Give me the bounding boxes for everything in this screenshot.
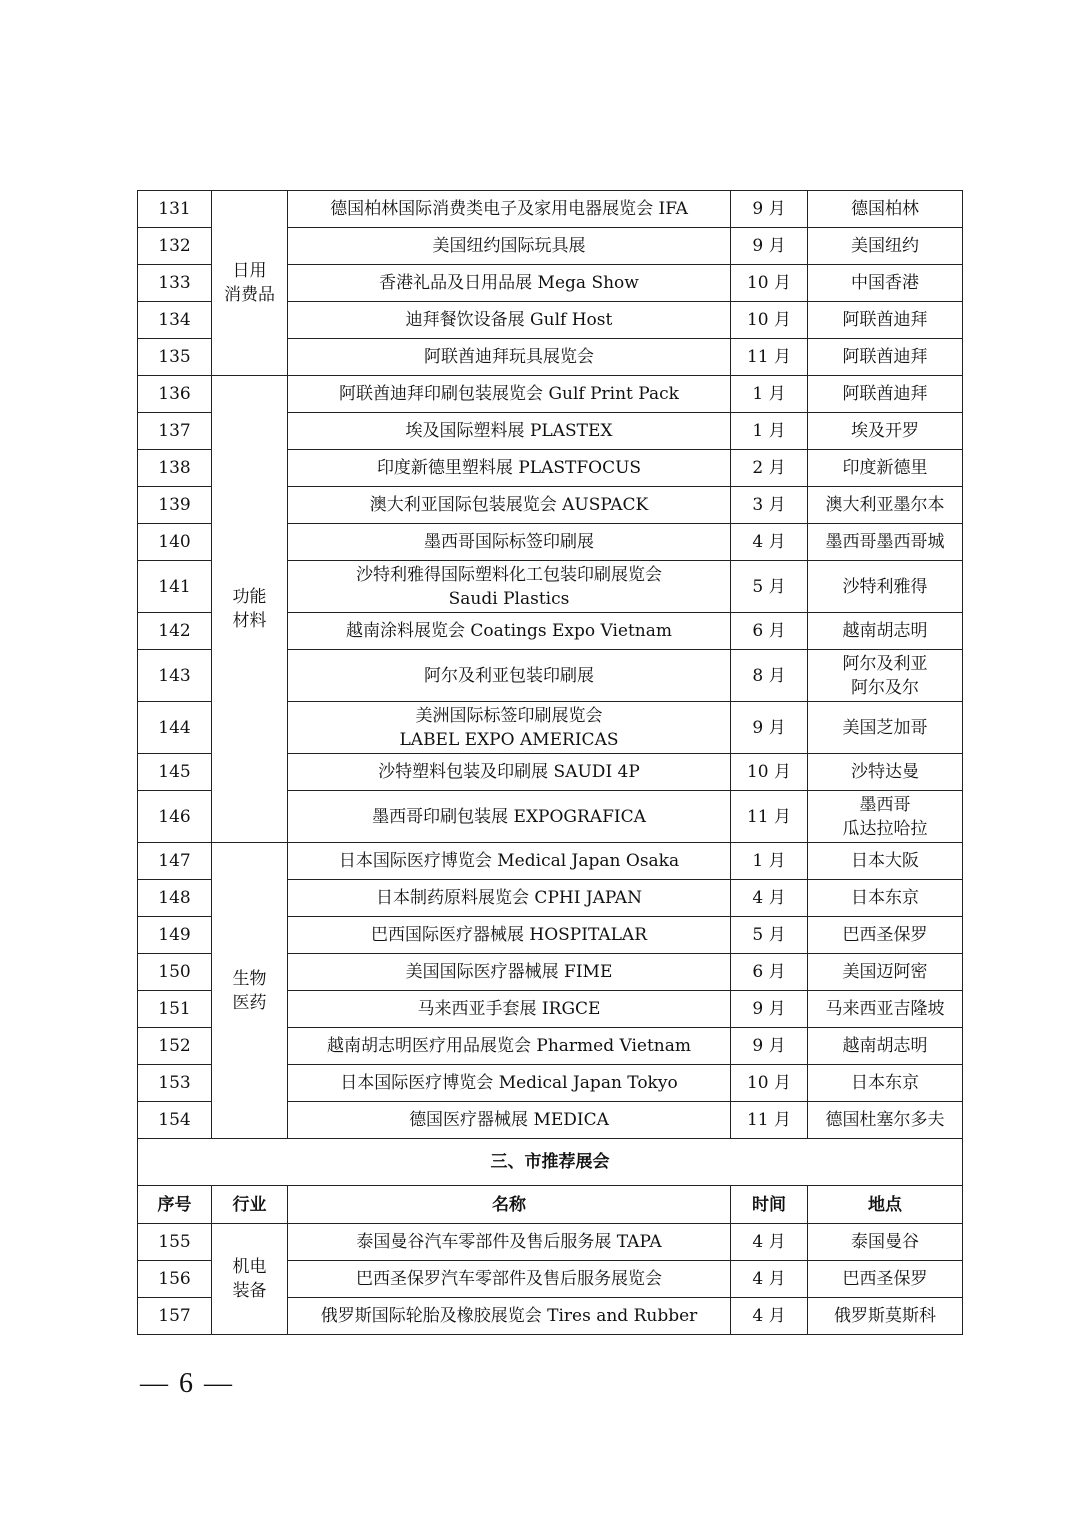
exhibition-time: [731, 228, 808, 265]
cell-line: 4 月: [752, 1232, 786, 1252]
table-header-row: [138, 1186, 963, 1224]
cell-line: 越南涂料展览会 Coatings Expo Vietnam: [345, 621, 673, 641]
cell-line: 澳大利亚墨尔本: [825, 495, 945, 515]
exhibition-time: [731, 880, 808, 917]
cell-line: 医药: [232, 992, 267, 1013]
row-number: 136: [138, 376, 212, 413]
cell-line: 泰国曼谷汽车零部件及售后服务展 TAPA: [356, 1232, 662, 1252]
cell-line: 墨西哥墨西哥城: [825, 532, 945, 552]
row-number: 147: [138, 843, 212, 880]
exhibition-place: [808, 376, 963, 413]
exhibition-time: [731, 487, 808, 524]
cell-line: 9 月: [752, 999, 786, 1019]
exhibition-time: [731, 843, 808, 880]
cell-line: 印度新德里塑料展 PLASTFOCUS: [376, 458, 642, 478]
cell-line: 德国医疗器械展 MEDICA: [409, 1110, 609, 1130]
cell-line: 马来西亚手套展 IRGCE: [417, 999, 601, 1019]
cell-line: 3 月: [752, 495, 786, 515]
cell-line: 俄罗斯国际轮胎及橡胶展览会 Tires and Rubber: [320, 1306, 698, 1326]
exhibition-time: [731, 1065, 808, 1102]
exhibition-name: [288, 754, 731, 791]
exhibition-place: [808, 843, 963, 880]
exhibition-time: [731, 954, 808, 991]
cell-line: 沙特利雅得: [842, 576, 928, 597]
cell-line: 巴西圣保罗: [842, 925, 928, 945]
exhibition-name: [288, 613, 731, 650]
exhibition-table-body-part2: [138, 1224, 963, 1335]
cell-line: 2 月: [752, 458, 786, 478]
exhibition-name: [288, 954, 731, 991]
row-number: 132: [138, 228, 212, 265]
cell-line: 10 月: [746, 762, 792, 782]
table-row: [138, 191, 963, 228]
exhibition-table-body-part1: [138, 191, 963, 1139]
exhibition-time: [731, 265, 808, 302]
exhibition-place: [808, 917, 963, 954]
exhibition-time: [731, 1224, 808, 1261]
cell-line: 阿尔及利亚: [842, 653, 928, 674]
cell-line: 4 月: [752, 1306, 786, 1326]
cell-line: 越南胡志明: [842, 1036, 928, 1056]
exhibition-name: [288, 265, 731, 302]
cell-line: 中国香港: [851, 273, 919, 293]
exhibition-time: [731, 650, 808, 702]
cell-line: 日本大阪: [851, 851, 919, 871]
exhibition-place: [808, 1261, 963, 1298]
cell-line: 日本国际医疗博览会 Medical Japan Tokyo: [340, 1073, 678, 1093]
cell-line: 德国杜塞尔多夫: [825, 1110, 945, 1130]
cell-line: 德国柏林: [851, 199, 919, 219]
cell-line: 巴西圣保罗汽车零部件及售后服务展览会: [356, 1269, 662, 1289]
cell-line: 德国柏林国际消费类电子及家用电器展览会 IFA: [330, 199, 688, 219]
exhibition-name: [288, 917, 731, 954]
cell-line: 美国纽约: [851, 236, 919, 256]
cell-line: 材料: [232, 611, 267, 631]
row-number: 139: [138, 487, 212, 524]
cell-line: 9 月: [752, 717, 786, 738]
exhibition-name: [288, 191, 731, 228]
cell-line: 消费品: [224, 285, 275, 305]
exhibition-name: [288, 991, 731, 1028]
cell-line: 马来西亚吉隆坡: [825, 999, 945, 1019]
exhibition-place: [808, 1065, 963, 1102]
cell-line: 埃及开罗: [851, 421, 919, 441]
exhibition-time: [731, 1261, 808, 1298]
cell-line: 俄罗斯莫斯科: [834, 1306, 936, 1326]
exhibition-name: [288, 1028, 731, 1065]
cell-line: 1 月: [752, 851, 786, 871]
cell-line: 越南胡志明医疗用品展览会 Pharmed Vietnam: [326, 1036, 692, 1056]
exhibition-place: [808, 991, 963, 1028]
cell-line: 越南胡志明: [842, 621, 928, 641]
cell-line: 迪拜餐饮设备展 Gulf Host: [405, 310, 613, 330]
cell-line: 瓜达拉哈拉: [842, 818, 928, 839]
exhibition-place: [808, 702, 963, 754]
row-number: 150: [138, 954, 212, 991]
table-row: [138, 376, 963, 413]
cell-line: 1 月: [752, 421, 786, 441]
row-number: 137: [138, 413, 212, 450]
cell-line: 日本国际医疗博览会 Medical Japan Osaka: [338, 851, 680, 871]
exhibition-place: [808, 1028, 963, 1065]
row-number: 156: [138, 1261, 212, 1298]
cell-line: 4 月: [752, 532, 786, 552]
exhibition-name: [288, 561, 731, 613]
cell-line: 泰国曼谷: [851, 1232, 919, 1252]
exhibition-name: [288, 376, 731, 413]
exhibition-time: [731, 339, 808, 376]
cell-line: 香港礼品及日用品展 Mega Show: [379, 273, 639, 293]
section-title-body: [138, 1139, 963, 1224]
cell-line: 5 月: [752, 925, 786, 945]
cell-line: 6 月: [752, 962, 786, 982]
industry-category: [212, 843, 288, 1139]
row-number: 141: [138, 561, 212, 613]
row-number: 134: [138, 302, 212, 339]
exhibition-place: [808, 487, 963, 524]
cell-line: 巴西国际医疗器械展 HOSPITALAR: [370, 925, 648, 945]
exhibition-time: [731, 991, 808, 1028]
exhibition-time: [731, 791, 808, 843]
exhibition-time: [731, 613, 808, 650]
exhibition-time: [731, 524, 808, 561]
exhibition-place: [808, 650, 963, 702]
exhibition-place: [808, 880, 963, 917]
exhibition-name: [288, 843, 731, 880]
cell-line: 日本制药原料展览会 CPHI JAPAN: [376, 888, 642, 908]
cell-line: 机电: [232, 1257, 267, 1277]
exhibition-time: [731, 561, 808, 613]
row-number: 142: [138, 613, 212, 650]
cell-line: 10 月: [746, 273, 792, 293]
cell-line: 美国国际医疗器械展 FIME: [405, 962, 613, 982]
cell-line: Saudi Plastics: [448, 588, 570, 609]
cell-line: 日用: [232, 261, 267, 281]
row-number: 131: [138, 191, 212, 228]
cell-line: 6 月: [752, 621, 786, 641]
exhibition-name: [288, 228, 731, 265]
exhibition-place: [808, 1298, 963, 1335]
row-number: 133: [138, 265, 212, 302]
row-number: 148: [138, 880, 212, 917]
industry-category: [212, 376, 288, 843]
exhibition-place: [808, 1224, 963, 1261]
exhibition-name: [288, 1298, 731, 1335]
header-no: 序号: [138, 1186, 212, 1224]
exhibition-name: [288, 487, 731, 524]
exhibition-time: [731, 917, 808, 954]
exhibition-name: [288, 880, 731, 917]
exhibition-place: [808, 228, 963, 265]
exhibition-place: [808, 302, 963, 339]
cell-line: 8 月: [752, 665, 786, 686]
cell-line: 墨西哥国际标签印刷展: [424, 532, 594, 552]
exhibition-name: [288, 302, 731, 339]
cell-line: 4 月: [752, 1269, 786, 1289]
exhibition-time: [731, 1102, 808, 1139]
exhibition-place: [808, 791, 963, 843]
header-place: 地点: [808, 1186, 963, 1224]
cell-line: 10 月: [746, 1073, 792, 1093]
section-title: 三、市推荐展会: [138, 1139, 963, 1186]
exhibition-time: [731, 1028, 808, 1065]
cell-line: 美国纽约国际玩具展: [432, 236, 586, 256]
cell-line: 4 月: [752, 888, 786, 908]
cell-line: 印度新德里: [842, 458, 928, 478]
exhibition-place: [808, 191, 963, 228]
cell-line: 9 月: [752, 1036, 786, 1056]
exhibition-place: [808, 265, 963, 302]
cell-line: 11 月: [746, 347, 792, 367]
row-number: 153: [138, 1065, 212, 1102]
industry-category: [212, 191, 288, 376]
exhibition-place: [808, 561, 963, 613]
exhibition-name: [288, 450, 731, 487]
cell-line: 日本东京: [851, 888, 919, 908]
cell-line: 墨西哥印刷包装展 EXPOGRAFICA: [372, 806, 646, 827]
exhibition-name: [288, 702, 731, 754]
row-number: 146: [138, 791, 212, 843]
exhibition-time: [731, 754, 808, 791]
exhibition-time: [731, 702, 808, 754]
cell-line: LABEL EXPO AMERICAS: [399, 729, 619, 750]
exhibition-place: [808, 754, 963, 791]
exhibition-place: [808, 613, 963, 650]
cell-line: 埃及国际塑料展 PLASTEX: [405, 421, 613, 441]
cell-line: 功能: [232, 587, 267, 607]
page-number: — 6 —: [140, 1368, 234, 1399]
cell-line: 美国芝加哥: [842, 717, 928, 738]
row-number: 143: [138, 650, 212, 702]
cell-line: 澳大利亚国际包装展览会 AUSPACK: [369, 495, 649, 515]
exhibition-time: [731, 191, 808, 228]
cell-line: 阿联酋迪拜: [842, 310, 928, 330]
cell-line: 生物: [232, 968, 267, 989]
exhibition-name: [288, 650, 731, 702]
exhibition-name: [288, 524, 731, 561]
industry-category: [212, 1224, 288, 1335]
cell-line: 美国迈阿密: [842, 962, 928, 982]
header-time: 时间: [731, 1186, 808, 1224]
exhibition-place: [808, 450, 963, 487]
cell-line: 11 月: [746, 1110, 792, 1130]
row-number: 151: [138, 991, 212, 1028]
row-number: 138: [138, 450, 212, 487]
cell-line: 阿联酋迪拜: [842, 347, 928, 367]
exhibition-name: [288, 1224, 731, 1261]
table-row: [138, 843, 963, 880]
exhibition-place: [808, 413, 963, 450]
header-name: 名称: [288, 1186, 731, 1224]
cell-line: 11 月: [746, 806, 792, 827]
exhibition-time: [731, 450, 808, 487]
exhibition-place: [808, 1102, 963, 1139]
table-row: [138, 1224, 963, 1261]
row-number: 157: [138, 1298, 212, 1335]
cell-line: 墨西哥: [859, 794, 911, 815]
exhibition-time: [731, 1298, 808, 1335]
exhibition-time: [731, 413, 808, 450]
row-number: 155: [138, 1224, 212, 1261]
row-number: 149: [138, 917, 212, 954]
exhibition-name: [288, 413, 731, 450]
cell-line: 美洲国际标签印刷展览会: [415, 705, 603, 726]
row-number: 154: [138, 1102, 212, 1139]
exhibition-time: [731, 376, 808, 413]
cell-line: 阿联酋迪拜: [842, 384, 928, 404]
cell-line: 9 月: [752, 236, 786, 256]
exhibition-name: [288, 1102, 731, 1139]
cell-line: 日本东京: [851, 1073, 919, 1093]
cell-line: 装备: [232, 1281, 267, 1301]
exhibition-place: [808, 524, 963, 561]
cell-line: 1 月: [752, 384, 786, 404]
exhibition-name: [288, 1261, 731, 1298]
row-number: 152: [138, 1028, 212, 1065]
cell-line: 沙特利雅得国际塑料化工包装印刷展览会: [356, 564, 662, 585]
exhibition-name: [288, 339, 731, 376]
cell-line: 阿联酋迪拜玩具展览会: [424, 347, 594, 367]
exhibition-name: [288, 791, 731, 843]
row-number: 145: [138, 754, 212, 791]
cell-line: 沙特塑料包装及印刷展 SAUDI 4P: [378, 762, 640, 782]
exhibition-name: [288, 1065, 731, 1102]
cell-line: 5 月: [752, 576, 786, 597]
row-number: 135: [138, 339, 212, 376]
header-industry: 行业: [212, 1186, 288, 1224]
cell-line: 阿联酋迪拜印刷包装展览会 Gulf Print Pack: [339, 384, 679, 404]
cell-line: 阿尔及利亚包装印刷展: [424, 665, 594, 686]
cell-line: 沙特达曼: [851, 762, 919, 782]
exhibition-time: [731, 302, 808, 339]
cell-line: 10 月: [746, 310, 792, 330]
section-title-row: [138, 1139, 963, 1186]
row-number: 144: [138, 702, 212, 754]
exhibition-place: [808, 954, 963, 991]
exhibition-table: [137, 190, 963, 1335]
cell-line: 阿尔及尔: [851, 677, 919, 698]
row-number: 140: [138, 524, 212, 561]
cell-line: 巴西圣保罗: [842, 1269, 928, 1289]
cell-line: 9 月: [752, 199, 786, 219]
exhibition-place: [808, 339, 963, 376]
